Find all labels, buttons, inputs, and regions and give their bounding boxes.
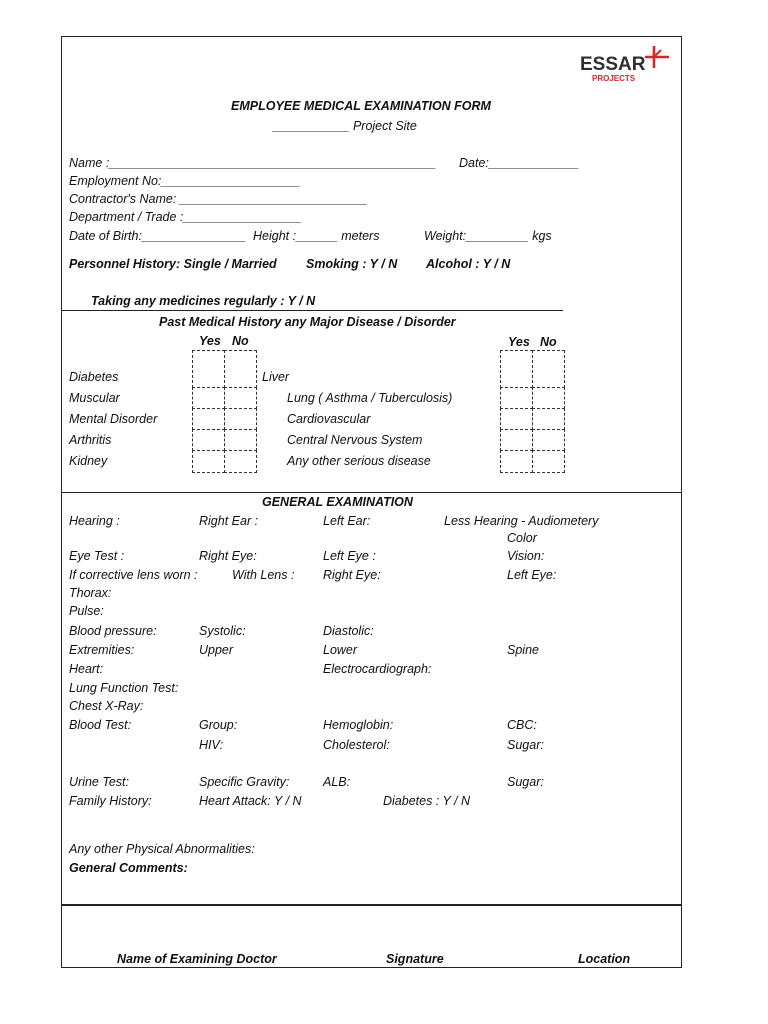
chest-xray-label: Chest X-Ray: xyxy=(69,699,144,713)
no-checkbox[interactable] xyxy=(532,450,565,473)
right-no-header: No xyxy=(540,335,557,349)
no-checkbox[interactable] xyxy=(532,408,565,430)
yes-checkbox[interactable] xyxy=(192,429,225,451)
right-eye-lens-label: Right Eye: xyxy=(323,568,381,582)
lower-label: Lower xyxy=(323,643,358,657)
yes-checkbox[interactable] xyxy=(500,408,533,430)
urine-test-label: Urine Test: xyxy=(69,775,129,789)
yes-checkbox[interactable] xyxy=(192,450,225,473)
left-yes-header: Yes xyxy=(199,334,221,348)
left-eye-label: Left Eye : xyxy=(323,549,376,563)
signature-label: Signature xyxy=(386,952,444,966)
disease-item: Central Nervous System xyxy=(287,433,423,447)
upper-label: Upper xyxy=(199,643,234,657)
essar-logo xyxy=(574,42,676,86)
disease-item: Arthritis xyxy=(69,433,112,447)
footer-divider xyxy=(61,904,682,906)
family-history-label: Family History: xyxy=(69,794,152,808)
corrective-lens-label: If corrective lens worn : xyxy=(69,568,198,582)
location-label: Location xyxy=(578,952,631,966)
cbc-label: CBC: xyxy=(507,718,537,732)
disease-item: Muscular xyxy=(69,391,120,405)
pulse-label: Pulse: xyxy=(69,604,104,618)
diabetes-yn-label: Diabetes : Y / N xyxy=(383,794,471,808)
no-checkbox[interactable] xyxy=(224,429,257,451)
lung-function-label: Lung Function Test: xyxy=(69,681,179,695)
medicines: Taking any medicines regularly : Y / N xyxy=(91,294,316,308)
no-checkbox[interactable] xyxy=(532,429,565,451)
no-checkbox[interactable] xyxy=(224,408,257,430)
less-hearing-label: Less Hearing - Audiometery xyxy=(444,514,599,528)
heart-label: Heart: xyxy=(69,662,104,676)
with-lens-label: With Lens : xyxy=(232,568,295,582)
no-checkbox[interactable] xyxy=(532,350,565,388)
smoking: Smoking : Y / N xyxy=(306,257,398,271)
color-label: Color xyxy=(507,531,537,545)
name-field[interactable]: Name :_______________________________________________ xyxy=(69,156,437,170)
no-checkbox[interactable] xyxy=(224,450,257,473)
dob-field[interactable]: Date of Birth:_______________ xyxy=(69,229,247,243)
left-eye-lens-label: Left Eye: xyxy=(507,568,557,582)
blood-sugar-label: Sugar: xyxy=(507,738,544,752)
hemoglobin-label: Hemoglobin: xyxy=(323,718,394,732)
systolic-label: Systolic: xyxy=(199,624,246,638)
height-field[interactable]: Height :______ meters xyxy=(253,229,380,243)
employment-no-field[interactable]: Employment No:____________________ xyxy=(69,174,301,188)
vision-label: Vision: xyxy=(507,549,545,563)
right-eye-label: Right Eye: xyxy=(199,549,257,563)
logo-sub-text: PROJECTS xyxy=(592,74,636,83)
right-ear-label: Right Ear : xyxy=(199,514,259,528)
yes-checkbox[interactable] xyxy=(500,350,533,388)
date-field[interactable]: Date:_____________ xyxy=(459,156,580,170)
project-site: ___________ Project Site xyxy=(273,119,417,133)
past-history-title: Past Medical History any Major Disease / Disorder xyxy=(159,315,456,329)
alb-label: ALB: xyxy=(323,775,351,789)
no-checkbox[interactable] xyxy=(532,387,565,409)
extremities-label: Extremities: xyxy=(69,643,135,657)
section-divider xyxy=(61,492,682,493)
left-ear-label: Left Ear: xyxy=(323,514,371,528)
disease-item: Mental Disorder xyxy=(69,412,158,426)
general-comments-label: General Comments: xyxy=(69,861,188,875)
yes-checkbox[interactable] xyxy=(192,387,225,409)
hiv-label: HIV: xyxy=(199,738,224,752)
specific-gravity-label: Specific Gravity: xyxy=(199,775,290,789)
blood-test-label: Blood Test: xyxy=(69,718,132,732)
logo-brand-text: ESSAR xyxy=(580,54,646,75)
disease-item: Liver xyxy=(262,370,290,384)
yes-checkbox[interactable] xyxy=(192,408,225,430)
contractor-name-field[interactable]: Contractor's Name: ___________________________ xyxy=(69,192,368,206)
right-yes-header: Yes xyxy=(508,335,530,349)
disease-item: Cardiovascular xyxy=(287,412,371,426)
diastolic-label: Diastolic: xyxy=(323,624,374,638)
yes-checkbox[interactable] xyxy=(500,387,533,409)
bp-label: Blood pressure: xyxy=(69,624,157,638)
heart-attack-label: Heart Attack: Y / N xyxy=(199,794,302,808)
disease-item: Diabetes xyxy=(69,370,119,384)
doctor-name-label: Name of Examining Doctor xyxy=(117,952,277,966)
thorax-label: Thorax: xyxy=(69,586,112,600)
form-title: EMPLOYEE MEDICAL EXAMINATION FORM xyxy=(231,99,491,113)
group-label: Group: xyxy=(199,718,238,732)
no-checkbox[interactable] xyxy=(224,387,257,409)
hearing-label: Hearing : xyxy=(69,514,120,528)
left-no-header: No xyxy=(232,334,249,348)
yes-checkbox[interactable] xyxy=(192,350,225,388)
cholesterol-label: Cholesterol: xyxy=(323,738,390,752)
disease-item: Lung ( Asthma / Tuberculosis) xyxy=(287,391,453,405)
eye-test-label: Eye Test : xyxy=(69,549,125,563)
yes-checkbox[interactable] xyxy=(500,450,533,473)
general-title: GENERAL EXAMINATION xyxy=(262,495,413,509)
no-checkbox[interactable] xyxy=(224,350,257,388)
yes-checkbox[interactable] xyxy=(500,429,533,451)
ecg-label: Electrocardiograph: xyxy=(323,662,432,676)
medicines-divider xyxy=(61,310,563,311)
essar-logo-graphic xyxy=(574,42,676,86)
disease-item: Kidney xyxy=(69,454,108,468)
abnormalities-label: Any other Physical Abnormalities: xyxy=(69,842,255,856)
spine-label: Spine xyxy=(507,643,539,657)
department-field[interactable]: Department / Trade :_________________ xyxy=(69,210,302,224)
personnel-history: Personnel History: Single / Married xyxy=(69,257,277,271)
weight-field[interactable]: Weight:_________ kgs xyxy=(424,229,552,243)
alcohol: Alcohol : Y / N xyxy=(426,257,511,271)
disease-item: Any other serious disease xyxy=(287,454,431,468)
urine-sugar-label: Sugar: xyxy=(507,775,544,789)
